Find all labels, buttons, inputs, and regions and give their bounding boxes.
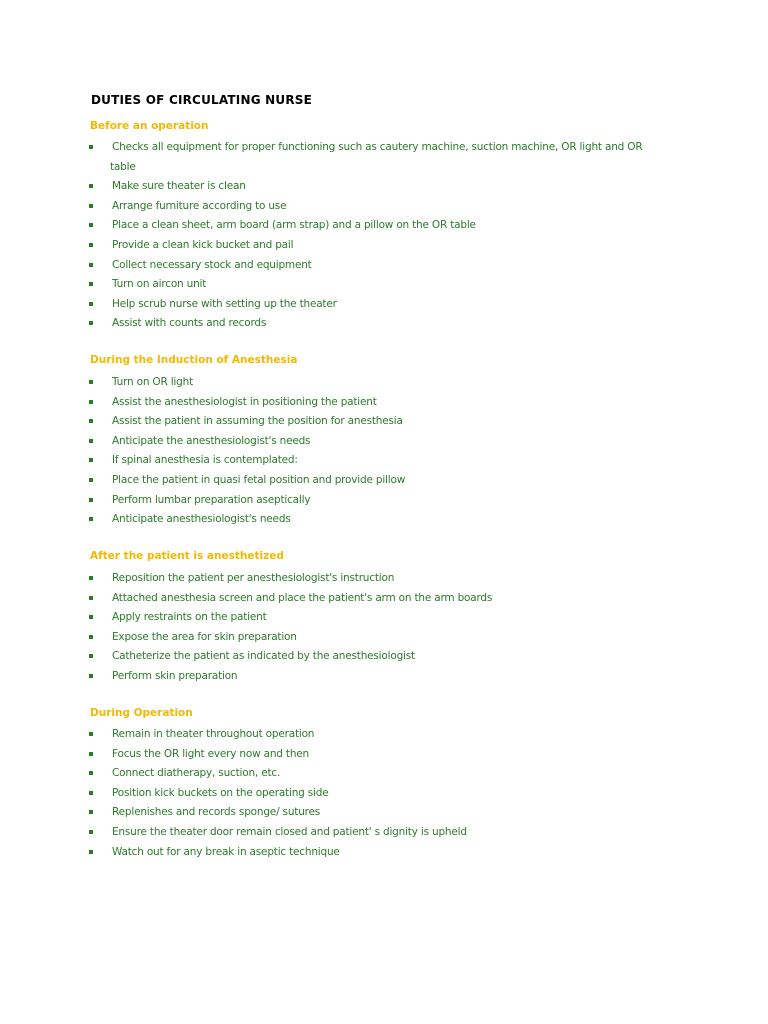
bullet-icon <box>89 732 93 736</box>
list-item-text: Anticipate anesthesiologist's needs <box>112 513 291 526</box>
bullet-icon <box>89 635 93 639</box>
list-item-text: Perform lumbar preparation aseptically <box>112 493 311 506</box>
list-item-text: Place the patient in quasi fetal position and provide pillow <box>112 473 406 486</box>
bullet-icon <box>89 478 93 482</box>
bullet-icon <box>89 321 93 325</box>
bullet-icon <box>89 576 93 580</box>
section-heading: Before an operation <box>90 120 209 132</box>
list-item-text: Focus the OR light every now and then <box>112 747 309 760</box>
list-item-text: Collect necessary stock and equipment <box>112 258 312 271</box>
bullet-icon <box>89 400 93 404</box>
list-item-text: Apply restraints on the patient <box>112 611 267 624</box>
list-item <box>0 314 652 334</box>
list-item <box>0 256 652 276</box>
bullet-icon <box>89 419 93 423</box>
list-item <box>0 647 652 667</box>
section-heading: During the Induction of Anesthesia <box>90 354 298 366</box>
list-item-text: Turn on OR light <box>112 376 193 388</box>
list-item <box>0 295 652 315</box>
list-item <box>0 471 652 491</box>
list-item-text: Arrange furniture according to use <box>112 199 287 212</box>
list-item <box>0 236 652 256</box>
list-item-text: Catheterize the patient as indicated by the anesthesiologist <box>112 650 415 663</box>
bullet-icon <box>89 850 93 854</box>
list-item <box>0 745 652 765</box>
bullet-icon <box>89 145 93 149</box>
list-item <box>0 412 652 432</box>
list-item-text: Connect diatherapy, suction, etc. <box>112 767 281 780</box>
bullet-icon <box>89 263 93 267</box>
bullet-icon <box>89 302 93 306</box>
bullet-icon <box>89 498 93 502</box>
list-item-text: Checks all equipment for proper functioning such as cautery machine, suction machine, OR light and OR <box>112 141 643 153</box>
bullet-list <box>0 373 768 530</box>
list-item <box>0 843 652 863</box>
bullet-icon <box>89 439 93 443</box>
list-item-text: Position kick buckets on the operating side <box>112 786 329 799</box>
list-item-text: Ensure the theater door remain closed and patient' s dignity is upheld <box>112 825 467 838</box>
list-item-text: Place a clean sheet, arm board (arm strap) and a pillow on the OR table <box>112 219 476 232</box>
list-item <box>0 197 652 217</box>
bullet-icon <box>89 752 93 756</box>
bullet-icon <box>89 517 93 521</box>
bullet-icon <box>89 771 93 775</box>
bullet-icon <box>89 654 93 658</box>
list-item-text: Reposition the patient per anesthesiologist's instruction <box>112 572 395 584</box>
list-item <box>0 451 652 471</box>
bullet-icon <box>89 204 93 208</box>
list-item <box>0 373 652 393</box>
section-heading: After the patient is anesthetized <box>90 550 284 562</box>
bullet-icon <box>89 380 93 384</box>
list-item-text: Watch out for any break in aseptic technique <box>112 845 340 858</box>
list-item <box>0 725 652 745</box>
bullet-icon <box>89 223 93 227</box>
list-item <box>0 764 652 784</box>
list-item-text: Assist with counts and records <box>112 317 267 330</box>
list-item <box>0 491 652 511</box>
list-item <box>0 569 652 589</box>
list-item <box>0 393 652 413</box>
list-item-text: Attached anesthesia screen and place the patient's arm on the arm boards <box>112 591 493 604</box>
list-item <box>0 138 652 177</box>
bullet-icon <box>89 791 93 795</box>
bullet-icon <box>89 830 93 834</box>
list-item-text: Assist the anesthesiologist in positioning the patient <box>112 395 377 408</box>
list-item-text: Make sure theater is clean <box>112 180 246 193</box>
bullet-icon <box>89 615 93 619</box>
list-item <box>0 275 652 295</box>
bullet-icon <box>89 458 93 462</box>
list-item-text: Turn on aircon unit <box>112 278 207 291</box>
list-item-text: Anticipate the anesthesiologist's needs <box>112 434 311 447</box>
bullet-icon <box>89 282 93 286</box>
list-item-text: Remain in theater throughout operation <box>112 728 315 740</box>
bullet-icon <box>89 184 93 188</box>
list-item <box>0 823 652 843</box>
bullet-icon <box>89 243 93 247</box>
list-item-text: Expose the area for skin preparation <box>112 630 297 643</box>
list-item-text: Help scrub nurse with setting up the theater <box>112 297 337 310</box>
bullet-icon <box>89 596 93 600</box>
bullet-list <box>0 138 768 334</box>
bullet-list <box>0 725 768 862</box>
list-item <box>0 432 652 452</box>
list-item-text: If spinal anesthesia is contemplated: <box>112 454 298 467</box>
bullet-icon <box>89 674 93 678</box>
list-item <box>0 216 652 236</box>
list-item <box>0 803 652 823</box>
bullet-icon <box>89 810 93 814</box>
bullet-list <box>0 569 768 687</box>
section-heading: During Operation <box>90 707 193 719</box>
list-item <box>0 177 652 197</box>
list-item-text: Replenishes and records sponge/ sutures <box>112 806 321 819</box>
list-item <box>0 608 652 628</box>
list-item <box>0 589 652 609</box>
list-item <box>0 667 652 687</box>
list-item-text: Perform skin preparation <box>112 669 238 682</box>
document-title: DUTIES OF CIRCULATING NURSE <box>91 93 313 107</box>
list-item-text-continued: table <box>110 160 136 173</box>
list-item-text: Provide a clean kick bucket and pail <box>112 238 294 251</box>
list-item <box>0 510 652 530</box>
list-item-text: Assist the patient in assuming the position for anesthesia <box>112 415 403 428</box>
list-item <box>0 784 652 804</box>
list-item <box>0 628 652 648</box>
